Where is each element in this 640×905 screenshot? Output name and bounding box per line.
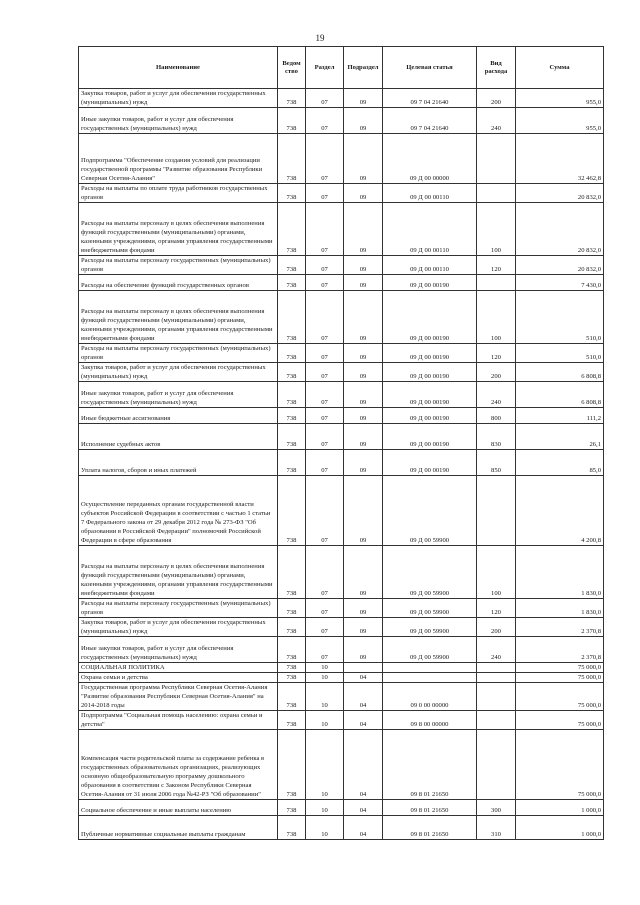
cell-name: Расходы на выплаты персоналу в целях обеспечения выполнения функций государственными (муниципальными) органами, казенными учреждениями, органами управления государственными внебюджетными фондами — [79, 546, 278, 599]
cell-section: 07 — [306, 424, 344, 450]
cell-dept: 738 — [278, 108, 306, 134]
cell-section: 07 — [306, 450, 344, 476]
cell-subsection: 09 — [344, 89, 383, 108]
cell-section: 10 — [306, 711, 344, 730]
cell-section: 07 — [306, 89, 344, 108]
cell-sum: 26,1 — [516, 424, 604, 450]
cell-sum: 955,0 — [516, 89, 604, 108]
cell-target: 09 Д 00 00190 — [383, 450, 477, 476]
cell-name: Осуществление переданных органам государственной власти субъектов Российской Федерации в соответствии с частью 1 статьи 7 Федерального закона от 29 декабря 2012 года № 273-ФЗ "Об образовании в Российской Федерации" полномочий Российской Федерации в сфере образования — [79, 476, 278, 546]
cell-target: 09 8 01 21650 — [383, 816, 477, 840]
header-target: Целевая статья — [383, 47, 477, 89]
cell-name: Закупка товаров, работ и услуг для обеспечения государственных (муниципальных) нужд — [79, 89, 278, 108]
table-row — [79, 382, 604, 408]
cell-subsection: 04 — [344, 711, 383, 730]
cell-target: 09 0 00 00000 — [383, 683, 477, 711]
cell-name: Иные закупки товаров, работ и услуг для обеспечения государственных (муниципальных) нужд — [79, 382, 278, 408]
cell-target: 09 Д 00 00190 — [383, 344, 477, 363]
cell-sum: 6 808,8 — [516, 363, 604, 382]
cell-sum: 7 430,0 — [516, 275, 604, 291]
cell-expense: 240 — [477, 382, 516, 408]
cell-target — [383, 663, 477, 673]
table-row — [79, 184, 604, 203]
cell-expense: 120 — [477, 344, 516, 363]
cell-expense — [477, 476, 516, 546]
cell-subsection: 09 — [344, 108, 383, 134]
cell-dept: 738 — [278, 382, 306, 408]
table-row — [79, 476, 604, 546]
cell-expense: 850 — [477, 450, 516, 476]
cell-section: 10 — [306, 816, 344, 840]
cell-subsection: 09 — [344, 203, 383, 256]
table-row — [79, 89, 604, 108]
cell-name: Расходы на выплаты персоналу государственных (муниципальных) органов — [79, 256, 278, 275]
cell-dept: 738 — [278, 816, 306, 840]
header-sum: Сумма — [516, 47, 604, 89]
cell-name: Расходы на выплаты персоналу государственных (муниципальных) органов — [79, 344, 278, 363]
cell-name: СОЦИАЛЬНАЯ ПОЛИТИКА — [79, 663, 278, 673]
cell-subsection: 04 — [344, 673, 383, 683]
cell-subsection: 04 — [344, 816, 383, 840]
cell-section: 07 — [306, 275, 344, 291]
budget-table — [78, 46, 604, 840]
cell-name: Компенсация части родительской платы за содержание ребенка в государственных образовательных организациях, реализующих основную общеобразовательную программу дошкольного образования в соответствии с Законом Республики Северная Осетия-Алания от 31 июля 2006 года №42-РЗ "Об образовании" — [79, 730, 278, 800]
cell-name: Уплата налогов, сборов и иных платежей — [79, 450, 278, 476]
table-row — [79, 637, 604, 663]
cell-section: 07 — [306, 134, 344, 184]
cell-sum: 75 000,0 — [516, 711, 604, 730]
page-number: 19 — [315, 33, 325, 43]
cell-section: 07 — [306, 408, 344, 424]
cell-dept: 738 — [278, 663, 306, 673]
cell-section: 07 — [306, 382, 344, 408]
cell-subsection: 09 — [344, 344, 383, 363]
cell-name: Расходы на выплаты персоналу государственных (муниципальных) органов — [79, 599, 278, 618]
cell-target: 09 Д 00 00190 — [383, 424, 477, 450]
cell-dept: 738 — [278, 344, 306, 363]
cell-expense — [477, 673, 516, 683]
cell-target — [383, 673, 477, 683]
cell-target: 09 7 04 21640 — [383, 108, 477, 134]
cell-target: 09 Д 00 00190 — [383, 275, 477, 291]
cell-section: 10 — [306, 800, 344, 816]
table-row — [79, 344, 604, 363]
cell-target: 09 Д 00 00190 — [383, 363, 477, 382]
cell-target: 09 Д 00 59900 — [383, 599, 477, 618]
cell-section: 07 — [306, 291, 344, 344]
cell-expense: 830 — [477, 424, 516, 450]
header-expense: Вид расхода — [477, 47, 516, 89]
cell-expense: 300 — [477, 800, 516, 816]
table-row — [79, 134, 604, 184]
cell-expense — [477, 134, 516, 184]
cell-expense — [477, 275, 516, 291]
table-row — [79, 663, 604, 673]
cell-name: Расходы на обеспечение функций государственных органов — [79, 275, 278, 291]
table-row — [79, 711, 604, 730]
cell-name: Подпрограмма "Обеспечение создания условий для реализации государственной программы "Развитие образования Республики Северная Осетия-Алания" — [79, 134, 278, 184]
cell-sum: 2 370,8 — [516, 618, 604, 637]
table-row — [79, 800, 604, 816]
cell-name: Публичные нормативные социальные выплаты гражданам — [79, 816, 278, 840]
table-row — [79, 816, 604, 840]
cell-dept: 738 — [278, 203, 306, 256]
cell-sum: 4 200,8 — [516, 476, 604, 546]
cell-target: 09 Д 00 00110 — [383, 184, 477, 203]
cell-dept: 738 — [278, 546, 306, 599]
cell-dept: 738 — [278, 618, 306, 637]
cell-dept: 738 — [278, 363, 306, 382]
cell-sum: 1 000,0 — [516, 800, 604, 816]
table-header-row — [79, 47, 604, 89]
table-row — [79, 424, 604, 450]
cell-sum: 75 000,0 — [516, 683, 604, 711]
cell-subsection — [344, 663, 383, 673]
cell-subsection: 04 — [344, 730, 383, 800]
cell-dept: 738 — [278, 89, 306, 108]
cell-section: 07 — [306, 363, 344, 382]
cell-target: 09 Д 00 59900 — [383, 546, 477, 599]
cell-expense — [477, 711, 516, 730]
cell-sum: 75 000,0 — [516, 673, 604, 683]
table-row — [79, 256, 604, 275]
cell-section: 10 — [306, 730, 344, 800]
cell-subsection: 04 — [344, 800, 383, 816]
cell-sum: 32 462,8 — [516, 134, 604, 184]
cell-target: 09 8 00 00000 — [383, 711, 477, 730]
table-row — [79, 450, 604, 476]
cell-subsection: 09 — [344, 476, 383, 546]
cell-section: 07 — [306, 184, 344, 203]
cell-expense: 240 — [477, 637, 516, 663]
cell-dept: 738 — [278, 637, 306, 663]
cell-subsection: 09 — [344, 450, 383, 476]
cell-target: 09 Д 00 00190 — [383, 382, 477, 408]
cell-name: Расходы на выплаты персоналу в целях обеспечения выполнения функций государственными (муниципальными) органами, казенными учреждениями, органами управления государственными внебюджетными фондами — [79, 203, 278, 256]
cell-name: Расходы на выплаты персоналу в целях обеспечения выполнения функций государственными (муниципальными) органами, казенными учреждениями, органами управления государственными внебюджетными фондами — [79, 291, 278, 344]
cell-section: 07 — [306, 256, 344, 275]
cell-sum: 75 000,0 — [516, 730, 604, 800]
cell-dept: 738 — [278, 408, 306, 424]
cell-expense: 800 — [477, 408, 516, 424]
cell-subsection: 09 — [344, 275, 383, 291]
table-row — [79, 673, 604, 683]
header-subsection: Подраздел — [344, 47, 383, 89]
cell-target: 09 Д 00 00110 — [383, 256, 477, 275]
table-row — [79, 546, 604, 599]
cell-sum: 20 832,0 — [516, 256, 604, 275]
cell-subsection: 09 — [344, 382, 383, 408]
cell-sum: 1 830,0 — [516, 599, 604, 618]
cell-subsection: 09 — [344, 184, 383, 203]
cell-name: Иные закупки товаров, работ и услуг для обеспечения государственных (муниципальных) нужд — [79, 637, 278, 663]
cell-sum: 955,0 — [516, 108, 604, 134]
table-row — [79, 408, 604, 424]
cell-subsection: 09 — [344, 599, 383, 618]
cell-target: 09 Д 00 00110 — [383, 203, 477, 256]
cell-expense: 100 — [477, 291, 516, 344]
cell-sum: 1 830,0 — [516, 546, 604, 599]
table-row — [79, 275, 604, 291]
header-section: Раздел — [306, 47, 344, 89]
cell-subsection: 09 — [344, 291, 383, 344]
cell-sum: 85,0 — [516, 450, 604, 476]
cell-section: 10 — [306, 683, 344, 711]
cell-target: 09 Д 00 59900 — [383, 476, 477, 546]
cell-subsection: 09 — [344, 363, 383, 382]
cell-section: 07 — [306, 476, 344, 546]
cell-sum: 1 000,0 — [516, 816, 604, 840]
cell-dept: 738 — [278, 476, 306, 546]
cell-sum: 510,0 — [516, 344, 604, 363]
cell-subsection: 09 — [344, 546, 383, 599]
table-row — [79, 730, 604, 800]
cell-section: 10 — [306, 673, 344, 683]
cell-dept: 738 — [278, 256, 306, 275]
cell-subsection: 09 — [344, 637, 383, 663]
table-row — [79, 599, 604, 618]
cell-expense: 200 — [477, 618, 516, 637]
cell-dept: 738 — [278, 424, 306, 450]
cell-dept: 738 — [278, 599, 306, 618]
cell-expense: 310 — [477, 816, 516, 840]
table-row — [79, 108, 604, 134]
cell-target: 09 7 04 21640 — [383, 89, 477, 108]
cell-section: 10 — [306, 663, 344, 673]
cell-name: Подпрограмма "Социальная помощь населению: охрана семьи и детства" — [79, 711, 278, 730]
cell-expense: 100 — [477, 546, 516, 599]
cell-name: Иные закупки товаров, работ и услуг для обеспечения государственных (муниципальных) нужд — [79, 108, 278, 134]
cell-sum: 20 832,0 — [516, 203, 604, 256]
cell-expense: 200 — [477, 363, 516, 382]
table-row — [79, 683, 604, 711]
cell-sum: 2 370,8 — [516, 637, 604, 663]
table-row — [79, 203, 604, 256]
header-name: Наименование — [79, 47, 278, 89]
cell-subsection: 09 — [344, 424, 383, 450]
cell-name: Охрана семьи и детства — [79, 673, 278, 683]
cell-section: 07 — [306, 546, 344, 599]
cell-target: 09 8 01 21650 — [383, 800, 477, 816]
cell-target: 09 Д 00 59900 — [383, 618, 477, 637]
cell-target: 09 Д 00 00190 — [383, 291, 477, 344]
table-row — [79, 363, 604, 382]
cell-section: 07 — [306, 108, 344, 134]
cell-name: Закупка товаров, работ и услуг для обеспечения государственных (муниципальных) нужд — [79, 363, 278, 382]
cell-dept: 738 — [278, 134, 306, 184]
cell-sum: 510,0 — [516, 291, 604, 344]
cell-expense — [477, 184, 516, 203]
cell-target: 09 8 01 21650 — [383, 730, 477, 800]
cell-expense: 120 — [477, 599, 516, 618]
cell-sum: 75 000,0 — [516, 663, 604, 673]
table-row — [79, 291, 604, 344]
cell-dept: 738 — [278, 275, 306, 291]
cell-expense — [477, 663, 516, 673]
cell-expense: 100 — [477, 203, 516, 256]
cell-expense: 240 — [477, 108, 516, 134]
cell-section: 07 — [306, 637, 344, 663]
cell-subsection: 09 — [344, 134, 383, 184]
cell-dept: 738 — [278, 711, 306, 730]
cell-section: 07 — [306, 203, 344, 256]
cell-section: 07 — [306, 618, 344, 637]
cell-dept: 738 — [278, 800, 306, 816]
cell-name: Расходы на выплаты по оплате труда работников государственных органов — [79, 184, 278, 203]
cell-subsection: 09 — [344, 618, 383, 637]
cell-name: Иные бюджетные ассигнования — [79, 408, 278, 424]
cell-dept: 738 — [278, 673, 306, 683]
cell-sum: 20 832,0 — [516, 184, 604, 203]
header-dept: Ведом ство — [278, 47, 306, 89]
table-row — [79, 618, 604, 637]
cell-section: 07 — [306, 599, 344, 618]
cell-expense: 200 — [477, 89, 516, 108]
cell-sum: 6 808,8 — [516, 382, 604, 408]
cell-expense — [477, 683, 516, 711]
cell-section: 07 — [306, 344, 344, 363]
cell-subsection: 09 — [344, 256, 383, 275]
cell-subsection: 09 — [344, 408, 383, 424]
cell-target: 09 Д 00 00000 — [383, 134, 477, 184]
cell-dept: 738 — [278, 730, 306, 800]
cell-expense: 120 — [477, 256, 516, 275]
cell-sum: 111,2 — [516, 408, 604, 424]
cell-dept: 738 — [278, 291, 306, 344]
cell-subsection: 04 — [344, 683, 383, 711]
cell-name: Социальное обеспечение и иные выплаты населению — [79, 800, 278, 816]
cell-target: 09 Д 00 00190 — [383, 408, 477, 424]
cell-name: Исполнение судебных актов — [79, 424, 278, 450]
cell-dept: 738 — [278, 184, 306, 203]
cell-name: Закупка товаров, работ и услуг для обеспечения государственных (муниципальных) нужд — [79, 618, 278, 637]
cell-dept: 738 — [278, 683, 306, 711]
cell-name: Государственная программа Республики Северная Осетия-Алания "Развитие образования Республики Северная Осетия-Алания" на 2014-2018 годы — [79, 683, 278, 711]
cell-expense — [477, 730, 516, 800]
cell-target: 09 Д 00 59900 — [383, 637, 477, 663]
cell-dept: 738 — [278, 450, 306, 476]
